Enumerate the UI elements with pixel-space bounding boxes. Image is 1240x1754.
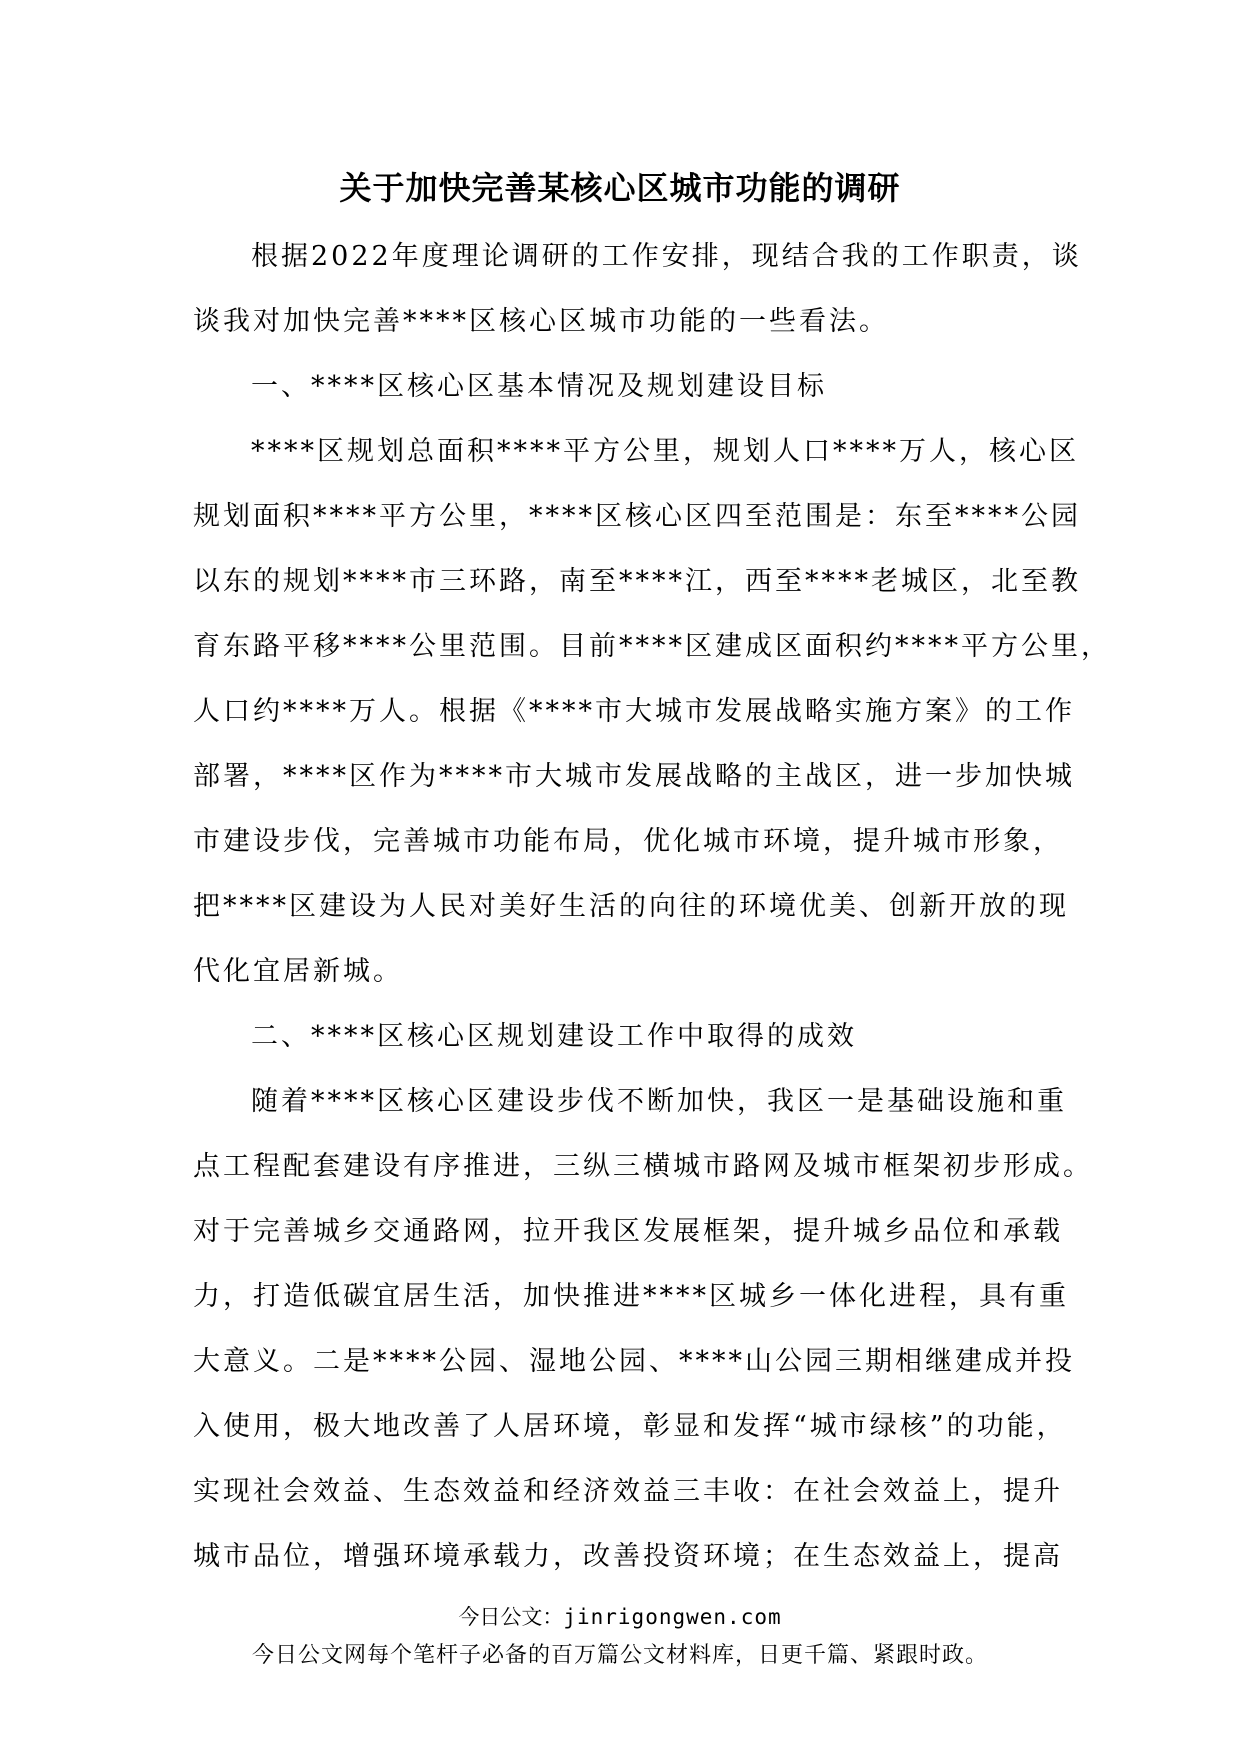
paragraph-2-line-8: 把****区建设为人民对美好生活的向往的环境优美、创新开放的现 — [193, 891, 1069, 922]
footer-site-link[interactable]: jinrigongwen.com — [563, 1605, 782, 1629]
paragraph-3-line-3: 对于完善城乡交通路网，拉开我区发展框架，提升城乡品位和承载 — [193, 1216, 1063, 1247]
footer-slogan: 今日公文网每个笔杆子必备的百万篇公文材料库，日更千篇、紧跟时政。 — [251, 1643, 988, 1668]
paragraph-2-line-7: 市建设步伐，完善城市功能布局，优化城市环境，提升城市形象， — [193, 826, 1063, 857]
paragraph-2-line-5: 人口约****万人。根据《****市大城市发展战略实施方案》的工作 — [193, 696, 1075, 727]
paragraph-3-line-2: 点工程配套建设有序推进，三纵三横城市路网及城市框架初步形成。 — [193, 1151, 1093, 1182]
paragraph-1-line-1: 根据2022年度理论调研的工作安排，现结合我的工作职责，谈 — [251, 241, 1082, 272]
section-heading-2: 二、****区核心区规划建设工作中取得的成效 — [251, 1021, 857, 1052]
paragraph-2-line-6: 部署，****区作为****市大城市发展战略的主战区，进一步加快城 — [193, 761, 1075, 792]
paragraph-1-line-2: 谈我对加快完善****区核心区城市功能的一些看法。 — [193, 306, 889, 337]
paragraph-2-line-1: ****区规划总面积****平方公里，规划人口****万人，核心区 — [251, 436, 1079, 467]
paragraph-2-line-4: 育东路平移****公里范围。目前****区建成区面积约****平方公里， — [193, 631, 1111, 662]
document-body — [193, 224, 1111, 1589]
paragraph-3-line-8: 城市品位，增强环境承载力，改善投资环境；在生态效益上，提高 — [193, 1541, 1063, 1572]
paragraph-3-line-7: 实现社会效益、生态效益和经济效益三丰收：在社会效益上，提升 — [193, 1476, 1063, 1507]
paragraph-3-line-6: 入使用，极大地改善了人居环境，彰显和发挥“城市绿核”的功能， — [193, 1411, 1067, 1442]
paragraph-3-line-1: 随着****区核心区建设步伐不断加快，我区一是基础设施和重 — [251, 1086, 1067, 1117]
paragraph-3-line-4: 力，打造低碳宜居生活，加快推进****区城乡一体化进程，具有重 — [193, 1281, 1069, 1312]
footer-site — [0, 1602, 1240, 1632]
paragraph-3-line-5: 大意义。二是****公园、湿地公园、****山公园三期相继建成并投 — [193, 1346, 1075, 1377]
paragraph-2-line-9: 代化宜居新城。 — [193, 956, 403, 987]
document-title: 关于加快完善某核心区城市功能的调研 — [339, 169, 901, 207]
footer-site-label: 今日公文： — [458, 1605, 564, 1629]
paragraph-2-line-2: 规划面积****平方公里，****区核心区四至范围是：东至****公园 — [193, 501, 1081, 532]
paragraph-2-line-3: 以东的规划****市三环路，南至****江，西至****老城区，北至教 — [193, 566, 1081, 597]
section-heading-1: 一、****区核心区基本情况及规划建设目标 — [251, 371, 827, 402]
